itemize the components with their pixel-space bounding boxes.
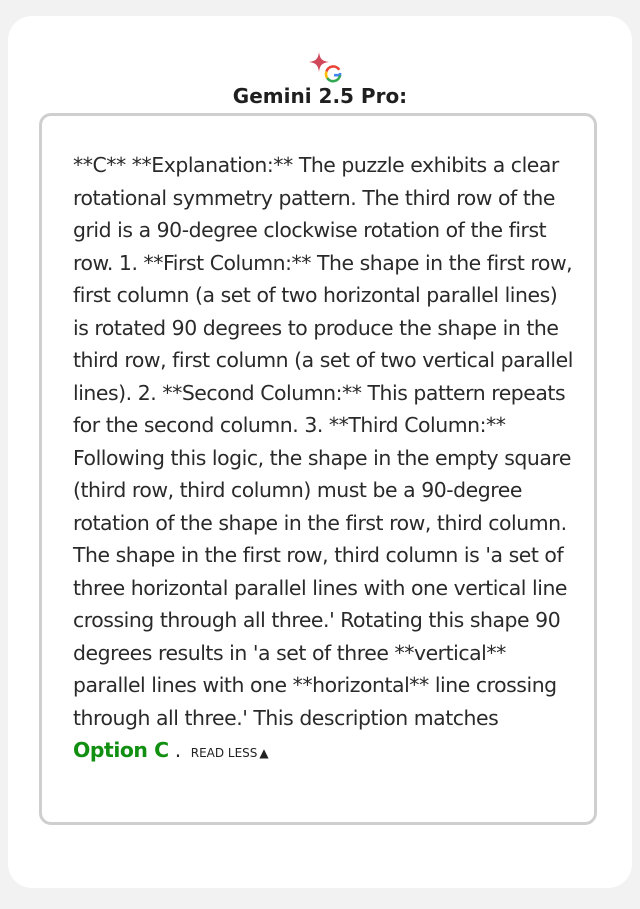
google-g-shape <box>326 66 340 81</box>
read-less-toggle[interactable] <box>191 746 269 760</box>
option-highlight: Option C <box>73 738 169 762</box>
gemini-google-logo-icon <box>306 50 346 84</box>
answer-text <box>73 149 573 770</box>
model-title: Gemini 2.5 Pro: <box>232 84 408 108</box>
answer-body: **C** **Explanation:** The puzzle exhibits a clear rotational symmetry pattern. The third row of the grid is a 90-degree clockwise rotation of the first row. 1. **First Column:** The shape in the first row, first column (a set of two horizontal parallel lines) is rotated 90 degrees to produce the shape in the third row, first column (a set of two vertical parallel lines). 2. **Second Column:** This pattern repeats for the second column. 3. **Third Column:** Following this logic, the shape in the empty square (third row, third column) must be a 90-degree rotation of the shape in the first row, third column. The shape in the first row, third column is 'a set of three horizontal parallel lines with one vertical line crossing through all three.' Rotating this shape 90 degrees results in 'a set of three **vertical** parallel lines with one **horizontal** line crossing through all three.' This description matches <box>73 153 573 730</box>
read-less-label: READ LESS <box>190 746 258 760</box>
sparkle-shape <box>309 52 329 72</box>
answer-box <box>39 113 597 825</box>
answer-suffix: . <box>168 738 181 762</box>
caret-up-icon: ▲ <box>259 746 269 760</box>
